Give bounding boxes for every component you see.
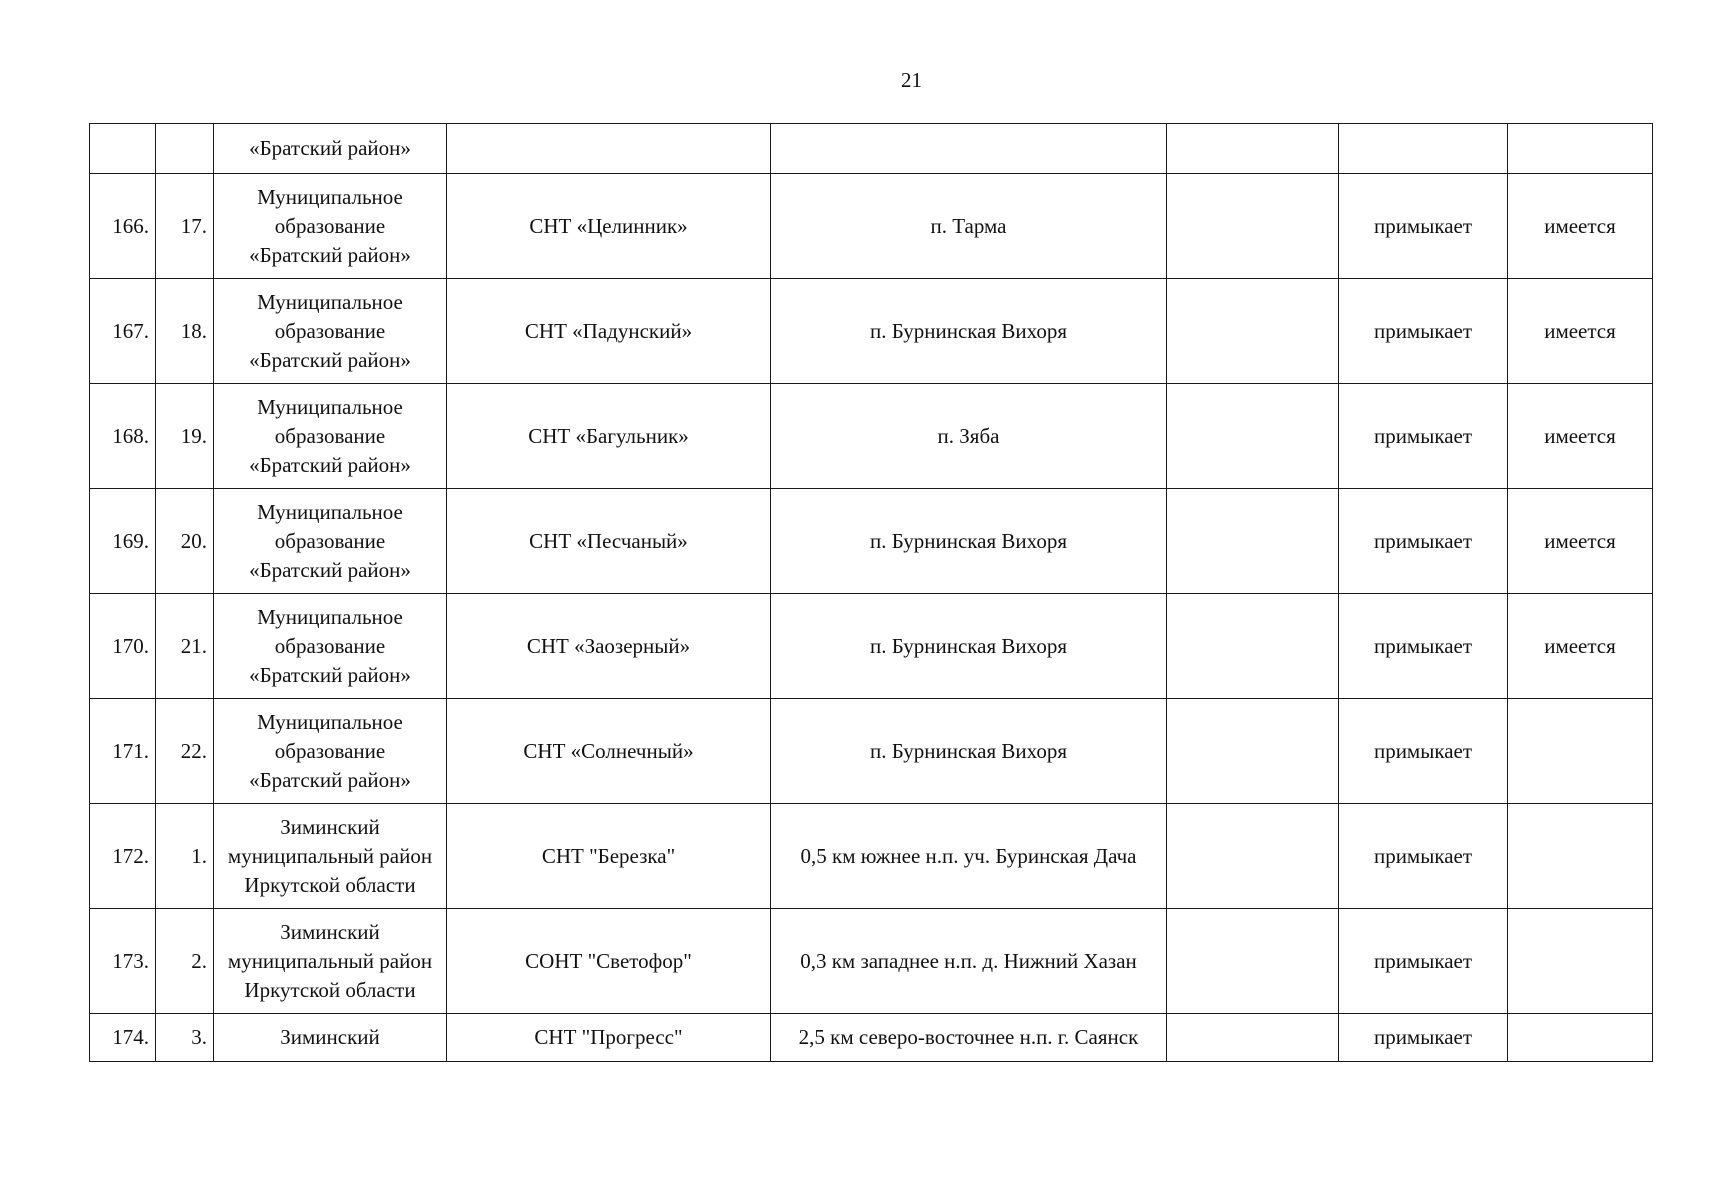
- cell-municipality: Муниципальное образование «Братский район»: [214, 279, 447, 384]
- cell-empty: [1167, 594, 1339, 699]
- cell-empty: [1167, 1014, 1339, 1062]
- cell-sub-num: 1.: [156, 804, 214, 909]
- cell-num: 169.: [90, 489, 156, 594]
- cell-location: 2,5 км северо-восточнее н.п. г. Саянск: [771, 1014, 1167, 1062]
- cell-location: 0,5 км южнее н.п. уч. Буринская Дача: [771, 804, 1167, 909]
- table-row: [90, 909, 1653, 1014]
- table-row: [90, 384, 1653, 489]
- cell-organization: СНТ «Падунский»: [447, 279, 771, 384]
- cell-empty: [1167, 699, 1339, 804]
- cell-organization: СНТ «Заозерный»: [447, 594, 771, 699]
- cell-num: 167.: [90, 279, 156, 384]
- cell-organization: СНТ «Солнечный»: [447, 699, 771, 804]
- cell-empty: [1167, 124, 1339, 174]
- cell-availability: имеется: [1508, 174, 1653, 279]
- cell-organization: СОНТ "Светофор": [447, 909, 771, 1014]
- cell-municipality: «Братский район»: [214, 124, 447, 174]
- cell-empty: [1167, 174, 1339, 279]
- cell-availability: [1508, 1014, 1653, 1062]
- cell-num: 171.: [90, 699, 156, 804]
- table-body: [90, 124, 1653, 1062]
- cell-availability: [1508, 804, 1653, 909]
- cell-municipality: Муниципальное образование «Братский район»: [214, 489, 447, 594]
- cell-location: п. Бурнинская Вихоря: [771, 279, 1167, 384]
- cell-sub-num: 3.: [156, 1014, 214, 1062]
- cell-adjacency: примыкает: [1339, 594, 1508, 699]
- cell-organization: СНТ «Багульник»: [447, 384, 771, 489]
- cell-sub-num: 17.: [156, 174, 214, 279]
- cell-organization: [447, 124, 771, 174]
- cell-num: [90, 124, 156, 174]
- cell-sub-num: 19.: [156, 384, 214, 489]
- cell-num: 170.: [90, 594, 156, 699]
- table-row: [90, 699, 1653, 804]
- cell-sub-num: 18.: [156, 279, 214, 384]
- cell-num: 172.: [90, 804, 156, 909]
- cell-adjacency: примыкает: [1339, 384, 1508, 489]
- cell-num: 173.: [90, 909, 156, 1014]
- cell-sub-num: 21.: [156, 594, 214, 699]
- table-row: [90, 489, 1653, 594]
- cell-availability: [1508, 124, 1653, 174]
- cell-sub-num: 20.: [156, 489, 214, 594]
- cell-num: 174.: [90, 1014, 156, 1062]
- cell-organization: СНТ "Прогресс": [447, 1014, 771, 1062]
- cell-sub-num: 22.: [156, 699, 214, 804]
- cell-adjacency: примыкает: [1339, 699, 1508, 804]
- table-row: [90, 804, 1653, 909]
- cell-empty: [1167, 279, 1339, 384]
- cell-empty: [1167, 909, 1339, 1014]
- cell-organization: СНТ "Березка": [447, 804, 771, 909]
- cell-municipality: Муниципальное образование «Братский район»: [214, 699, 447, 804]
- table-row: [90, 594, 1653, 699]
- cell-availability: имеется: [1508, 279, 1653, 384]
- cell-adjacency: [1339, 124, 1508, 174]
- cell-empty: [1167, 804, 1339, 909]
- cell-organization: СНТ «Песчаный»: [447, 489, 771, 594]
- cell-availability: [1508, 909, 1653, 1014]
- cell-location: п. Зяба: [771, 384, 1167, 489]
- table-row: [90, 279, 1653, 384]
- cell-availability: имеется: [1508, 384, 1653, 489]
- table-row: [90, 174, 1653, 279]
- cell-location: п. Бурнинская Вихоря: [771, 699, 1167, 804]
- cell-availability: [1508, 699, 1653, 804]
- cell-empty: [1167, 384, 1339, 489]
- cell-sub-num: [156, 124, 214, 174]
- cell-num: 166.: [90, 174, 156, 279]
- cell-municipality: Муниципальное образование «Братский район»: [214, 594, 447, 699]
- cell-municipality: Зиминский муниципальный район Иркутской области: [214, 804, 447, 909]
- cell-municipality: Зиминский муниципальный район Иркутской области: [214, 909, 447, 1014]
- cell-location: [771, 124, 1167, 174]
- cell-adjacency: примыкает: [1339, 279, 1508, 384]
- table-row: [90, 1014, 1653, 1062]
- cell-organization: СНТ «Целинник»: [447, 174, 771, 279]
- cell-adjacency: примыкает: [1339, 1014, 1508, 1062]
- cell-location: п. Бурнинская Вихоря: [771, 594, 1167, 699]
- cell-municipality: Муниципальное образование «Братский район»: [214, 174, 447, 279]
- page-number: 21: [901, 68, 922, 92]
- cell-adjacency: примыкает: [1339, 489, 1508, 594]
- cell-adjacency: примыкает: [1339, 909, 1508, 1014]
- cell-availability: имеется: [1508, 594, 1653, 699]
- cell-availability: имеется: [1508, 489, 1653, 594]
- cell-adjacency: примыкает: [1339, 174, 1508, 279]
- cell-sub-num: 2.: [156, 909, 214, 1014]
- cell-municipality: Зиминский: [214, 1014, 447, 1062]
- cell-num: 168.: [90, 384, 156, 489]
- cell-adjacency: примыкает: [1339, 804, 1508, 909]
- cell-location: п. Бурнинская Вихоря: [771, 489, 1167, 594]
- cell-location: п. Тарма: [771, 174, 1167, 279]
- registry-table: [89, 123, 1653, 1062]
- cell-location: 0,3 км западнее н.п. д. Нижний Хазан: [771, 909, 1167, 1014]
- table-row: [90, 124, 1653, 174]
- cell-municipality: Муниципальное образование «Братский район»: [214, 384, 447, 489]
- cell-empty: [1167, 489, 1339, 594]
